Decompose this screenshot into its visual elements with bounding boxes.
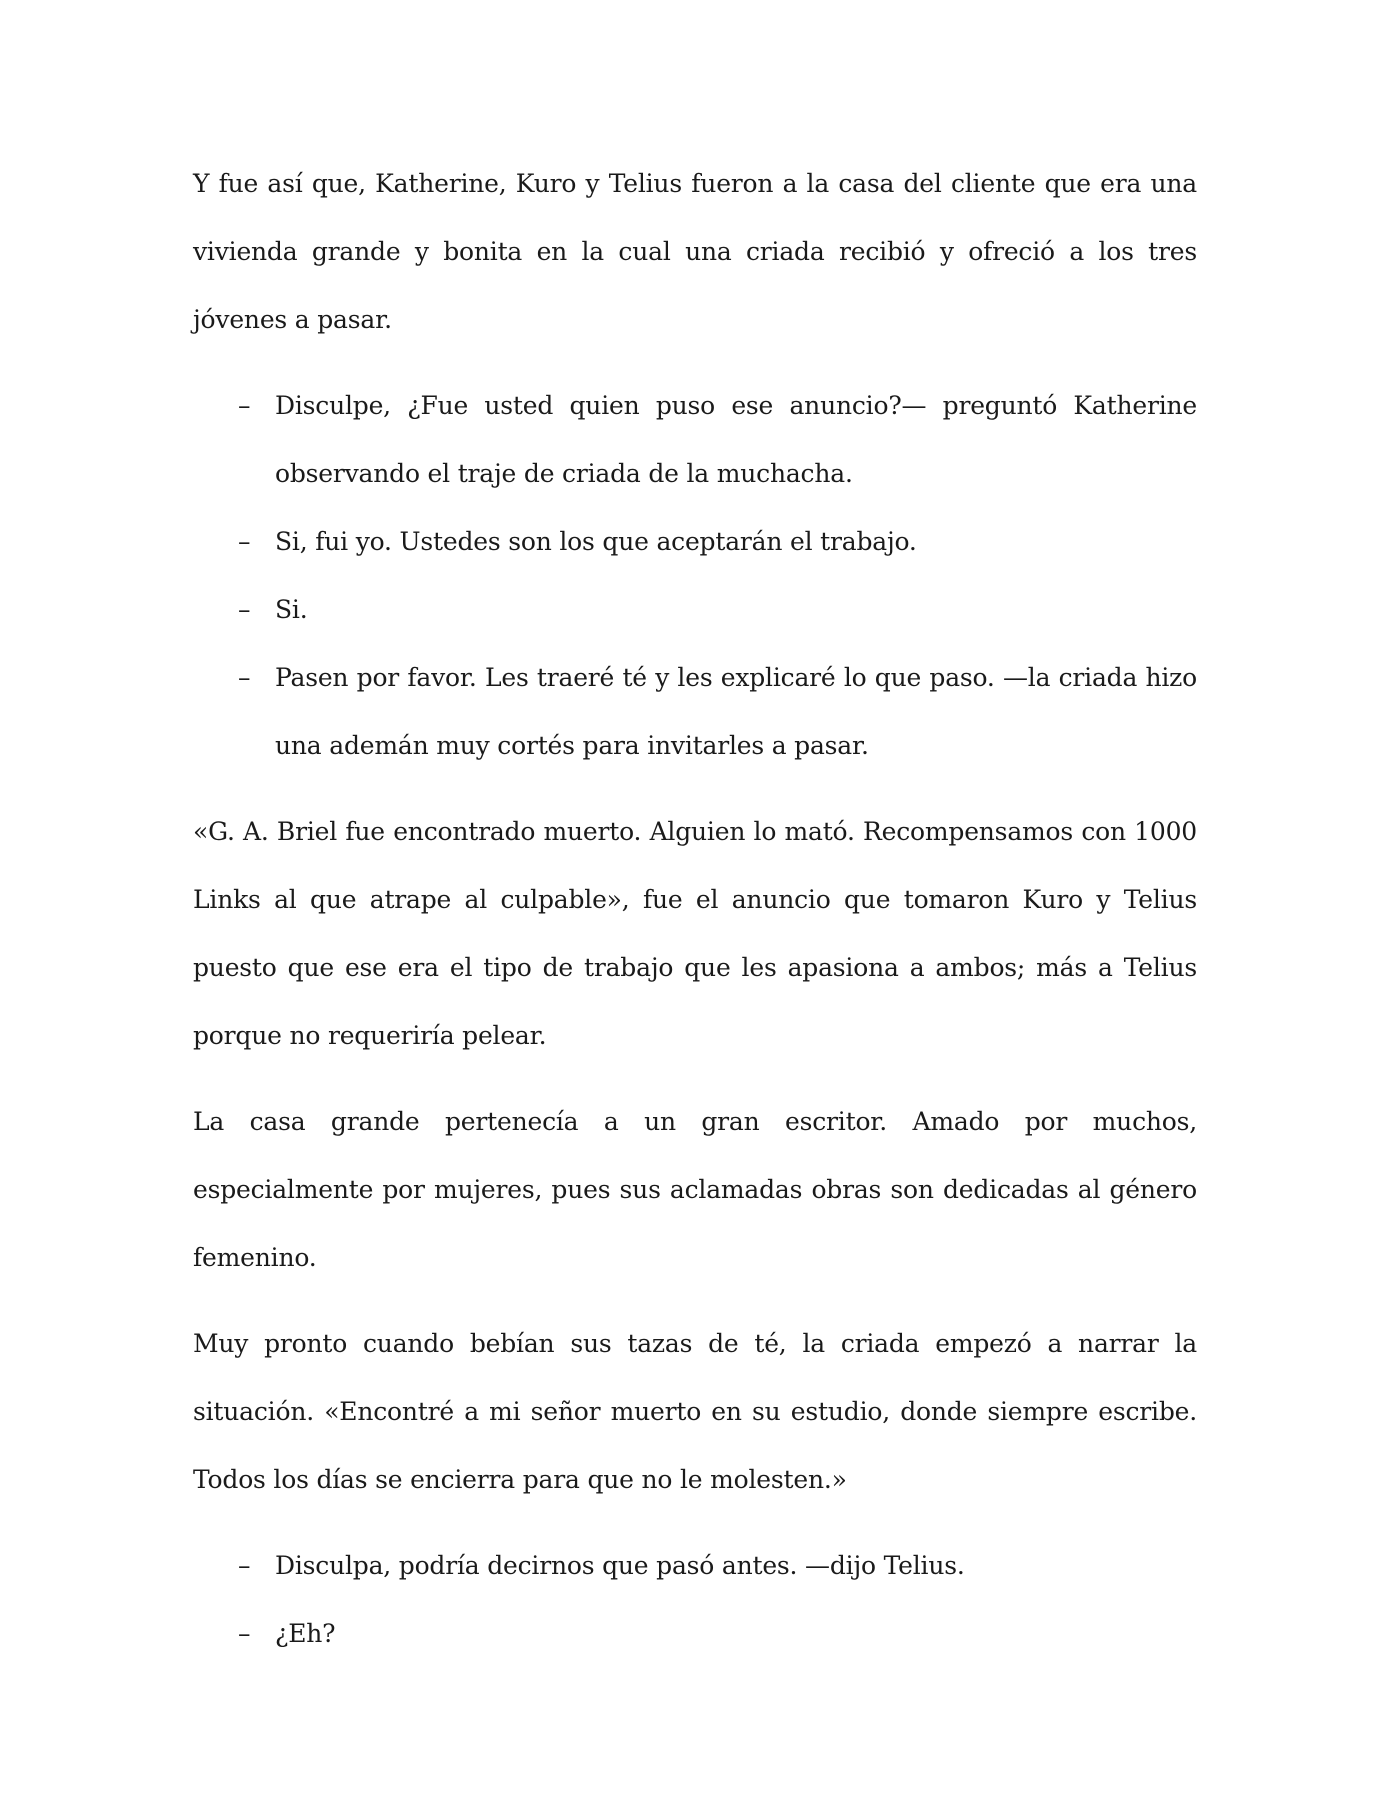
- dialogue-text: Disculpa, podría decirnos que pasó antes. —dijo Telius.: [275, 1551, 965, 1580]
- dialogue-text: Disculpe, ¿Fue usted quien puso ese anuncio?— preguntó Katherine observando el traje de criada de la muchacha.: [275, 391, 1197, 488]
- dialogue-line: [193, 576, 1197, 644]
- dialogue-text: Pasen por favor. Les traeré té y les explicaré lo que paso. —la criada hizo una ademán muy cortés para invitarles a pasar.: [275, 663, 1197, 760]
- dialogue-line: [193, 1600, 1197, 1668]
- dialogue-text: Si, fui yo. Ustedes son los que aceptarán el trabajo.: [275, 527, 917, 556]
- dialogue-dash: –: [238, 1551, 251, 1580]
- dialogue-group-1: [193, 372, 1197, 780]
- dialogue-line: [193, 508, 1197, 576]
- paragraph-4: Muy pronto cuando bebían sus tazas de té, la criada empezó a narrar la situación. «Encontré a mi señor muerto en su estudio, donde siempre escribe. Todos los días se encierra para que no le molesten.»: [193, 1329, 1197, 1494]
- dialogue-dash: –: [238, 663, 251, 692]
- dialogue-dash: –: [238, 391, 251, 420]
- dialogue-group-2: [193, 1532, 1197, 1668]
- dialogue-dash: –: [238, 595, 251, 624]
- dialogue-line: [193, 1532, 1197, 1600]
- paragraph-1: Y fue así que, Katherine, Kuro y Telius fueron a la casa del cliente que era una vivienda grande y bonita en la cual una criada recibió y ofreció a los tres jóvenes a pasar.: [193, 169, 1197, 334]
- dialogue-dash: –: [238, 527, 251, 556]
- paragraph-2: «G. A. Briel fue encontrado muerto. Alguien lo mató. Recompensamos con 1000 Links al que atrape al culpable», fue el anuncio que tomaron Kuro y Telius puesto que ese era el tipo de trabajo que les apasiona a ambos; más a Telius porque no requeriría pelear.: [193, 817, 1197, 1050]
- dialogue-line: [193, 644, 1197, 780]
- paragraph-3: La casa grande pertenecía a un gran escritor. Amado por muchos, especialmente por mujeres, pues sus aclamadas obras son dedicadas al género femenino.: [193, 1107, 1197, 1272]
- document-body: [193, 150, 1197, 1686]
- dialogue-text: Si.: [275, 595, 308, 624]
- dialogue-dash: –: [238, 1619, 251, 1648]
- dialogue-text: ¿Eh?: [275, 1619, 336, 1648]
- dialogue-line: [193, 372, 1197, 508]
